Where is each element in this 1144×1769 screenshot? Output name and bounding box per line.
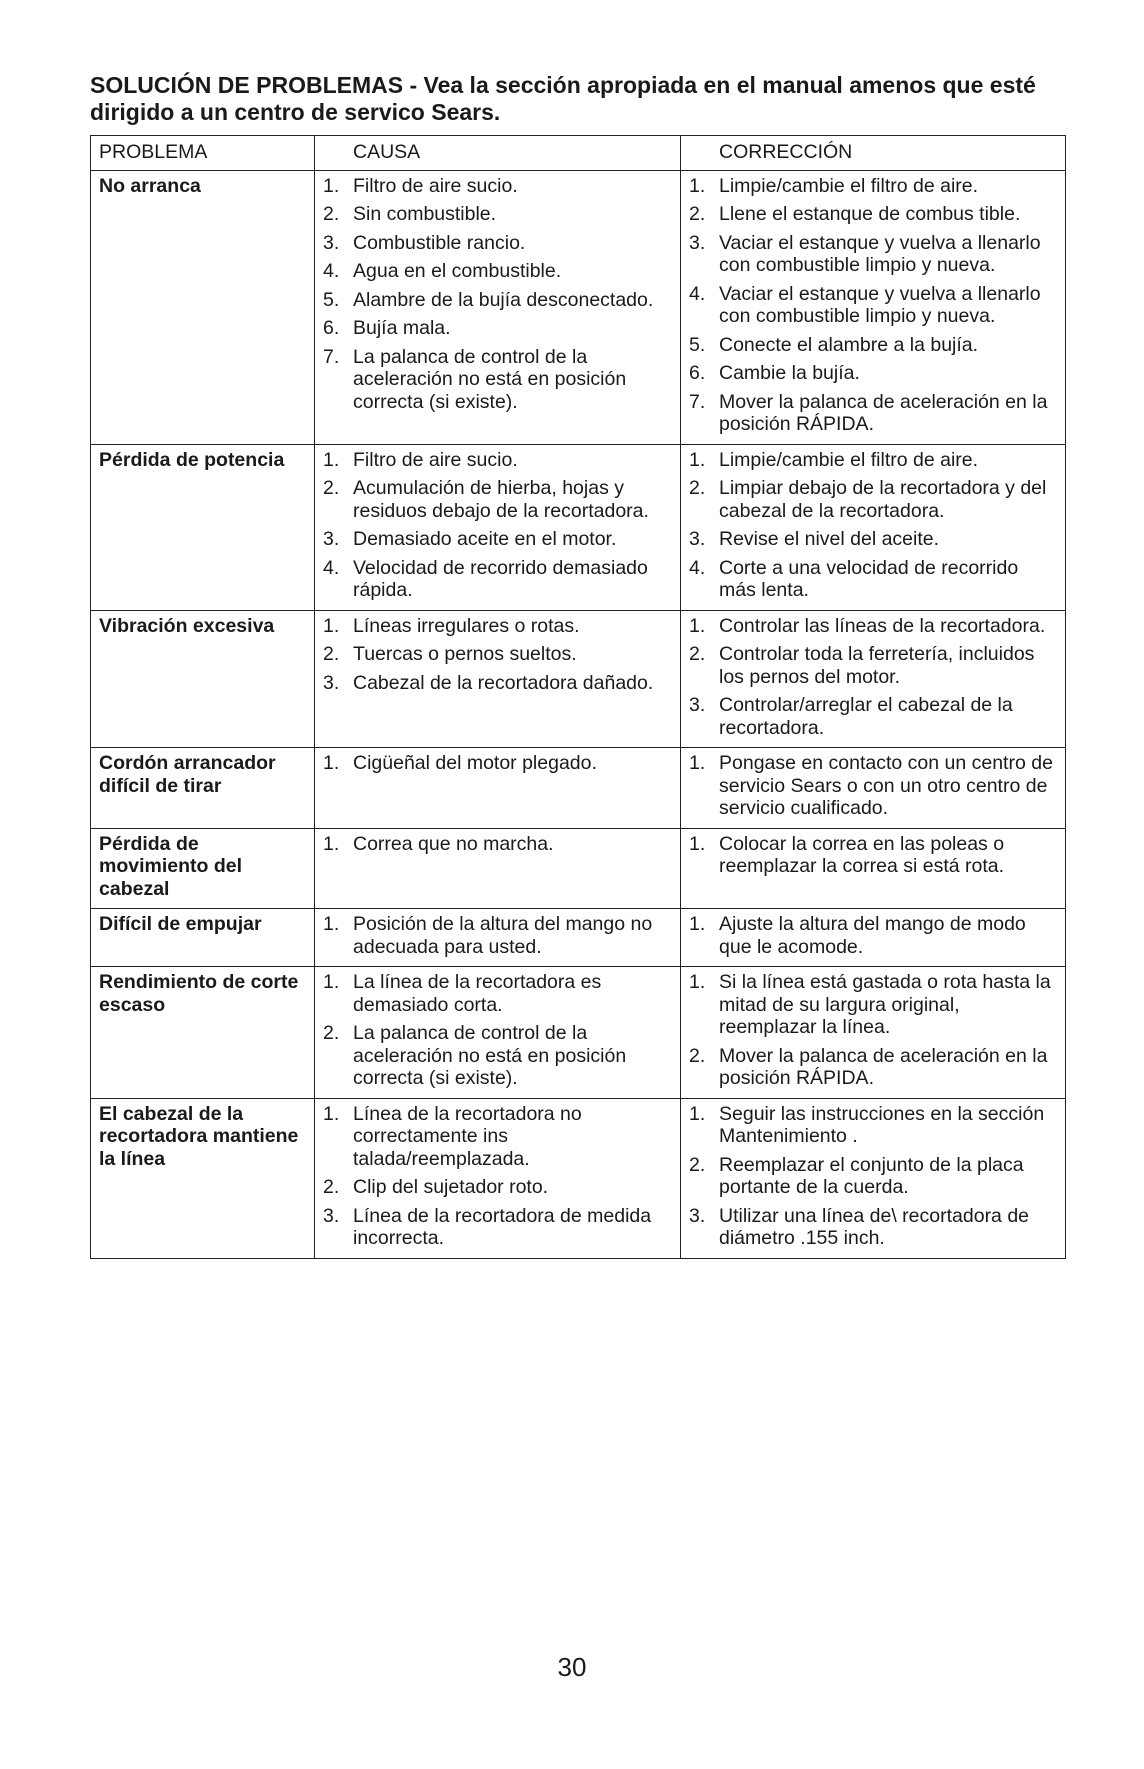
list-item (323, 913, 672, 958)
correction-cell (681, 1098, 1066, 1258)
item-number: 2. (689, 1153, 706, 1176)
item-text: Línea de la recortadora no correctamente ins talada/reemplazada. (353, 1102, 582, 1170)
list-item (323, 672, 672, 695)
list-item (689, 334, 1057, 357)
list-item (323, 175, 672, 198)
item-text: Controlar las líneas de la recortadora. (719, 614, 1046, 637)
list-item (689, 557, 1057, 602)
item-text: La palanca de control de la aceleración no está en posición correcta (si existe). (353, 1022, 627, 1089)
header-problem (91, 136, 315, 171)
problem-cell (91, 828, 315, 909)
correction-list (689, 913, 1057, 958)
correction-cell (681, 748, 1066, 829)
list-item (323, 346, 672, 414)
item-number: 2. (323, 643, 340, 665)
item-number: 2. (323, 203, 340, 225)
correction-cell (681, 444, 1066, 610)
cause-cell (315, 610, 681, 748)
table-row (91, 967, 1066, 1099)
cause-list (323, 175, 672, 414)
correction-list (689, 175, 1057, 436)
correction-list (689, 971, 1057, 1090)
item-number: 5. (323, 288, 340, 311)
list-item (689, 752, 1057, 820)
item-text: Conecte el alambre a la bujía. (719, 333, 979, 356)
item-number: 6. (689, 362, 706, 384)
item-text: Cigüeñal del motor plegado. (353, 752, 597, 774)
item-number: 2. (323, 1022, 340, 1044)
list-item (689, 362, 1057, 385)
list-item (689, 283, 1057, 328)
correction-list (689, 615, 1057, 740)
item-text: Velocidad de recorrido demasiado rápida. (353, 556, 648, 601)
correction-cell (681, 610, 1066, 748)
problem-label: Cordón arrancador difícil de tirar (99, 752, 276, 797)
header-correction-label: CORRECCIÓN (719, 141, 853, 163)
item-text: Pongase en contacto con un centro de servicio Sears o con un otro centro de servicio cualificado. (719, 752, 1053, 819)
item-number: 2. (689, 643, 706, 665)
item-number: 2. (689, 203, 706, 225)
item-number: 1. (323, 614, 340, 637)
list-item (323, 643, 672, 666)
list-item (689, 1103, 1057, 1148)
table-row (91, 1098, 1066, 1258)
item-number: 1. (689, 614, 706, 637)
item-text: Cambie la bujía. (719, 362, 860, 384)
item-number: 1. (323, 448, 340, 471)
item-text: Llene el estanque de combus tible. (719, 203, 1021, 225)
item-number: 2. (323, 1176, 340, 1198)
cause-cell (315, 828, 681, 909)
item-text: Colocar la correa en las poleas o reemplazar la correa si está rota. (719, 832, 1005, 877)
problem-cell (91, 748, 315, 829)
list-item (689, 203, 1057, 226)
item-number: 2. (689, 1044, 706, 1067)
list-item (323, 260, 672, 283)
cause-list (323, 1103, 672, 1250)
list-item (689, 833, 1057, 878)
list-item (323, 1205, 672, 1250)
item-text: Combustible rancio. (353, 231, 526, 254)
item-number: 2. (689, 477, 706, 499)
item-text: Correa que no marcha. (353, 832, 554, 855)
item-text: Filtro de aire sucio. (353, 174, 518, 197)
correction-list (689, 752, 1057, 820)
troubleshooting-table (90, 135, 1066, 1259)
item-number: 3. (689, 1204, 706, 1227)
item-number: 4. (323, 260, 340, 282)
item-text: Utilizar una línea de\ recortadora de diámetro .155 inch. (719, 1204, 1030, 1249)
problem-cell (91, 909, 315, 967)
list-item (689, 232, 1057, 277)
item-number: 1. (689, 448, 706, 471)
item-text: Corte a una velocidad de recorrido más lenta. (719, 556, 1019, 601)
correction-cell (681, 170, 1066, 444)
header-problem-label: PROBLEMA (99, 141, 208, 163)
list-item (323, 833, 672, 856)
item-number: 1. (689, 832, 706, 855)
item-text: Revise el nivel del aceite. (719, 528, 940, 550)
table-row (91, 610, 1066, 748)
item-number: 1. (689, 1102, 706, 1125)
list-item (323, 317, 672, 340)
table-body (91, 170, 1066, 1258)
item-text: Acumulación de hierba, hojas y residuos debajo de la recortadora. (353, 477, 649, 522)
item-number: 2. (323, 477, 340, 499)
problem-label: El cabezal de la recortadora mantiene la línea (99, 1102, 299, 1170)
page-number: 30 (557, 1652, 587, 1682)
table-row (91, 748, 1066, 829)
item-text: Vaciar el estanque y vuelva a llenarlo con combustible limpio y nueva. (719, 231, 1041, 276)
item-text: La línea de la recortadora es demasiado corta. (353, 971, 602, 1016)
item-number: 3. (323, 528, 340, 550)
item-number: 3. (689, 231, 706, 254)
item-number: 1. (323, 1102, 340, 1125)
list-item (323, 449, 672, 472)
correction-cell (681, 967, 1066, 1099)
correction-cell (681, 828, 1066, 909)
item-text: Clip del sujetador roto. (353, 1176, 549, 1198)
list-item (323, 232, 672, 255)
list-item (689, 913, 1057, 958)
item-number: 1. (323, 832, 340, 855)
item-number: 4. (689, 556, 706, 579)
item-text: Línea de la recortadora de medida incorrecta. (353, 1204, 652, 1249)
problem-cell (91, 610, 315, 748)
item-text: Reemplazar el conjunto de la placa portante de la cuerda. (719, 1153, 1024, 1198)
correction-cell (681, 909, 1066, 967)
item-text: Filtro de aire sucio. (353, 448, 518, 471)
cause-list (323, 449, 672, 602)
cause-cell (315, 967, 681, 1099)
list-item (689, 615, 1057, 638)
problem-cell (91, 444, 315, 610)
problem-cell (91, 967, 315, 1099)
item-text: Posición de la altura del mango no adecuada para usted. (353, 913, 653, 958)
item-number: 1. (689, 971, 706, 993)
cause-list (323, 615, 672, 695)
list-item (323, 752, 672, 775)
table-row (91, 909, 1066, 967)
item-text: Vaciar el estanque y vuelva a llenarlo con combustible limpio y nueva. (719, 282, 1041, 327)
item-number: 5. (689, 333, 706, 356)
item-text: Cabezal de la recortadora dañado. (353, 671, 654, 694)
header-correction (681, 136, 1066, 171)
list-item (689, 391, 1057, 436)
table-row (91, 444, 1066, 610)
list-item (323, 1176, 672, 1199)
problem-cell (91, 1098, 315, 1258)
table-row (91, 828, 1066, 909)
item-text: Mover la palanca de aceleración en la posición RÁPIDA. (719, 390, 1048, 435)
list-item (689, 477, 1057, 522)
correction-list (689, 449, 1057, 602)
item-text: Si la línea está gastada o rota hasta la mitad de su largura original, reemplazar la línea. (719, 971, 1051, 1038)
cause-cell (315, 170, 681, 444)
item-text: La palanca de control de la aceleración no está en posición correcta (si existe). (353, 345, 627, 413)
item-text: Mover la palanca de aceleración en la posición RÁPIDA. (719, 1044, 1048, 1089)
header-cause-label: CAUSA (353, 141, 421, 163)
item-text: Ajuste la altura del mango de modo que le acomode. (719, 913, 1026, 958)
list-item (323, 1022, 672, 1090)
cause-cell (315, 748, 681, 829)
item-text: Alambre de la bujía desconectado. (353, 288, 654, 311)
item-text: Demasiado aceite en el motor. (353, 528, 617, 550)
item-text: Limpiar debajo de la recortadora y del cabezal de la recortadora. (719, 477, 1047, 522)
list-item (689, 1045, 1057, 1090)
problem-label: Pérdida de potencia (99, 448, 285, 471)
header-cause (315, 136, 681, 171)
list-item (689, 1205, 1057, 1250)
item-text: Limpie/cambie el filtro de aire. (719, 174, 979, 197)
item-text: Controlar toda la ferretería, incluidos los pernos del motor. (719, 643, 1035, 688)
list-item (689, 643, 1057, 688)
list-item (323, 289, 672, 312)
list-item (323, 528, 672, 551)
list-item (323, 203, 672, 226)
list-item (689, 175, 1057, 198)
page-title: SOLUCIÓN DE PROBLEMAS - Vea la sección apropiada en el manual amenos que esté dirigido a un centro de servico Sears. (90, 72, 1036, 125)
cause-list (323, 833, 672, 856)
problem-label: Vibración excesiva (99, 614, 275, 637)
list-item (689, 694, 1057, 739)
item-number: 6. (323, 317, 340, 339)
list-item (323, 477, 672, 522)
item-number: 1. (323, 174, 340, 197)
list-item (689, 449, 1057, 472)
correction-list (689, 1103, 1057, 1250)
item-number: 1. (689, 913, 706, 935)
problem-label: Rendimiento de corte escaso (99, 971, 299, 1016)
item-number: 3. (689, 694, 706, 716)
item-number: 1. (323, 971, 340, 993)
item-text: Sin combustible. (353, 203, 497, 225)
problem-cell (91, 170, 315, 444)
problem-label: No arranca (99, 174, 201, 197)
problem-label: Difícil de empujar (99, 913, 262, 935)
cause-cell (315, 909, 681, 967)
item-number: 1. (323, 913, 340, 935)
item-text: Bujía mala. (353, 317, 451, 339)
correction-list (689, 833, 1057, 878)
item-text: Limpie/cambie el filtro de aire. (719, 448, 979, 471)
item-number: 4. (689, 282, 706, 305)
item-number: 1. (323, 752, 340, 774)
item-number: 4. (323, 556, 340, 579)
cause-list (323, 752, 672, 775)
item-text: Líneas irregulares o rotas. (353, 614, 580, 637)
list-item (689, 1154, 1057, 1199)
item-number: 1. (689, 174, 706, 197)
item-number: 7. (323, 345, 340, 368)
list-item (323, 1103, 672, 1171)
item-number: 3. (323, 671, 340, 694)
list-item (323, 971, 672, 1016)
item-number: 3. (323, 1204, 340, 1227)
problem-label: Pérdida de movimiento del cabezal (99, 832, 243, 900)
item-text: Seguir las instrucciones en la sección Mantenimiento . (719, 1102, 1045, 1147)
table-row (91, 170, 1066, 444)
item-number: 7. (689, 390, 706, 413)
list-item (323, 557, 672, 602)
list-item (689, 971, 1057, 1039)
item-text: Agua en el combustible. (353, 260, 562, 282)
item-text: Tuercas o pernos sueltos. (353, 643, 577, 665)
list-item (689, 528, 1057, 551)
table-header-row (91, 136, 1066, 171)
list-item (323, 615, 672, 638)
item-number: 3. (323, 231, 340, 254)
item-number: 1. (689, 752, 706, 774)
item-number: 3. (689, 528, 706, 550)
item-text: Controlar/arreglar el cabezal de la recortadora. (719, 694, 1013, 739)
cause-cell (315, 1098, 681, 1258)
cause-list (323, 913, 672, 958)
cause-list (323, 971, 672, 1090)
cause-cell (315, 444, 681, 610)
